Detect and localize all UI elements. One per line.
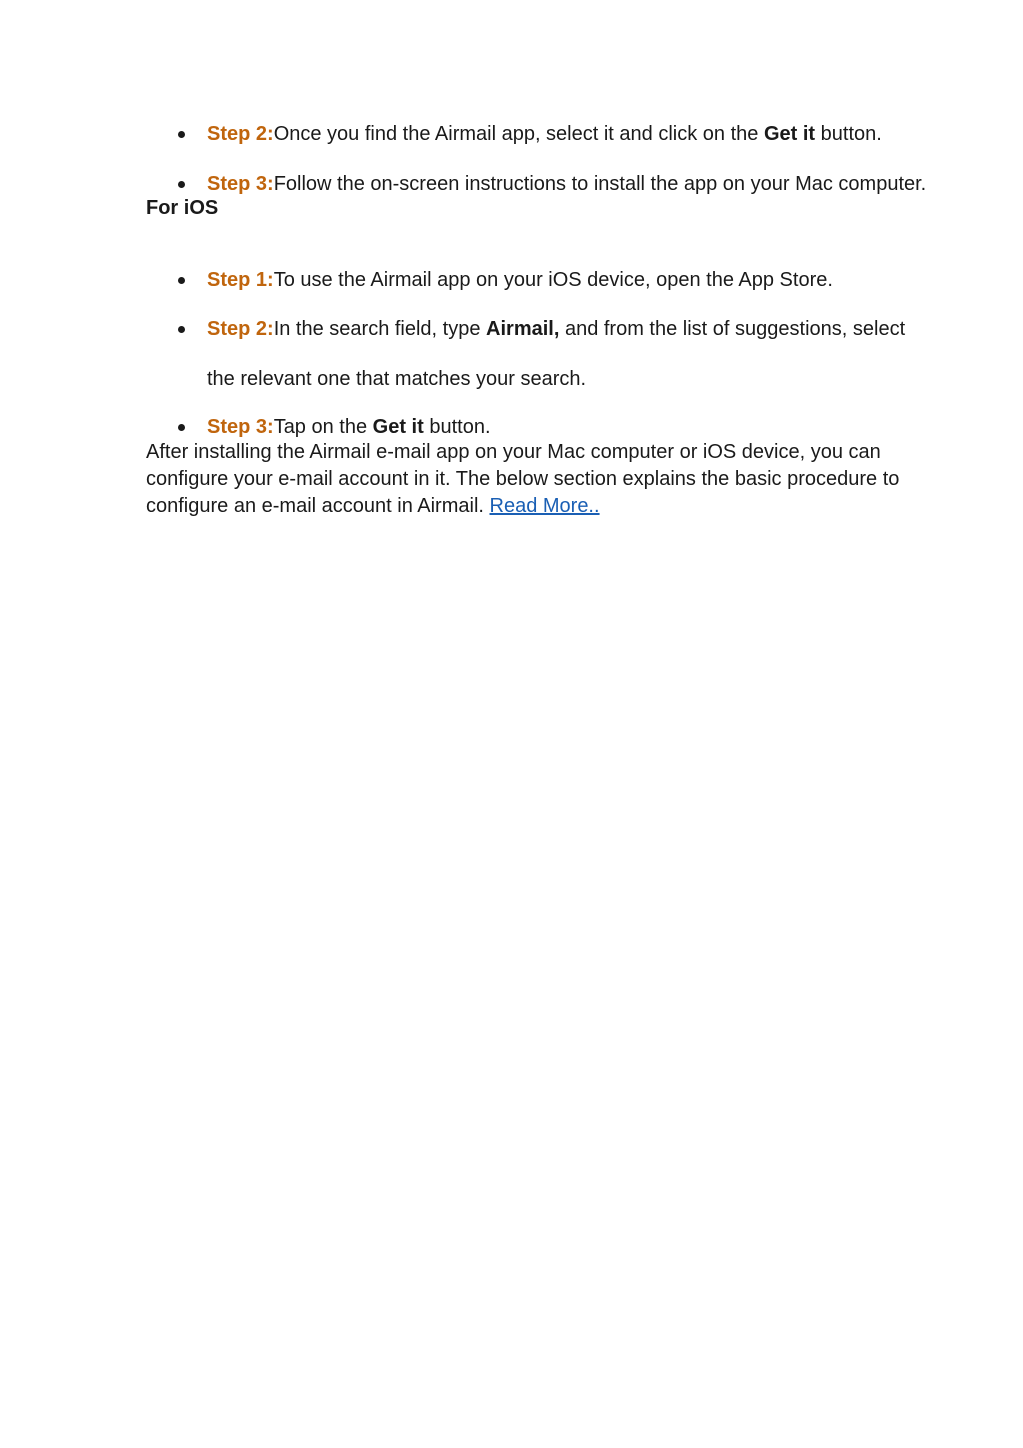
step-text: In the search field, type (273, 318, 487, 340)
ios-step-2-continuation: the relevant one that matches your search. (207, 368, 587, 390)
paragraph-line-last (146, 493, 946, 520)
bullet-icon (178, 181, 185, 188)
bullet-icon (178, 277, 185, 284)
step-text-end: button. (815, 123, 882, 145)
ios-step-2 (207, 317, 905, 341)
step-label: Step 3: (207, 416, 274, 438)
step-bold-text: Airmail, (486, 318, 560, 340)
section-heading-ios: For iOS (146, 197, 219, 219)
mac-step-3 (207, 172, 926, 196)
mac-step-2 (207, 122, 882, 146)
step-bold-text: Get it (372, 416, 424, 438)
step-label: Step 2: (207, 318, 274, 340)
bullet-icon (178, 424, 185, 431)
bullet-icon (178, 326, 185, 333)
step-label: Step 3: (207, 173, 274, 195)
paragraph-line: After installing the Airmail e-mail app on your Mac computer or iOS device, you can (146, 441, 881, 463)
closing-paragraph (146, 439, 946, 520)
step-text: Tap on the (273, 416, 373, 438)
step-label: Step 1: (207, 269, 274, 291)
step-text: To use the Airmail app on your iOS device, open the App Store. (273, 269, 833, 291)
bullet-icon (178, 131, 185, 138)
step-label: Step 2: (207, 123, 274, 145)
step-text: Once you find the Airmail app, select it and click on the (273, 123, 764, 145)
step-text-end: and from the list of suggestions, select (559, 318, 906, 340)
paragraph-line: configure your e-mail account in it. The below section explains the basic procedure to (146, 468, 900, 490)
step-text: Follow the on-screen instructions to install the app on your Mac computer. (273, 173, 927, 195)
step-text-end: button. (423, 416, 491, 438)
read-more-link[interactable]: Read More.. (489, 495, 600, 517)
paragraph-text: configure an e-mail account in Airmail. (146, 495, 490, 517)
ios-step-3 (207, 415, 491, 439)
step-bold-text: Get it (763, 123, 816, 145)
ios-step-1 (207, 268, 833, 292)
